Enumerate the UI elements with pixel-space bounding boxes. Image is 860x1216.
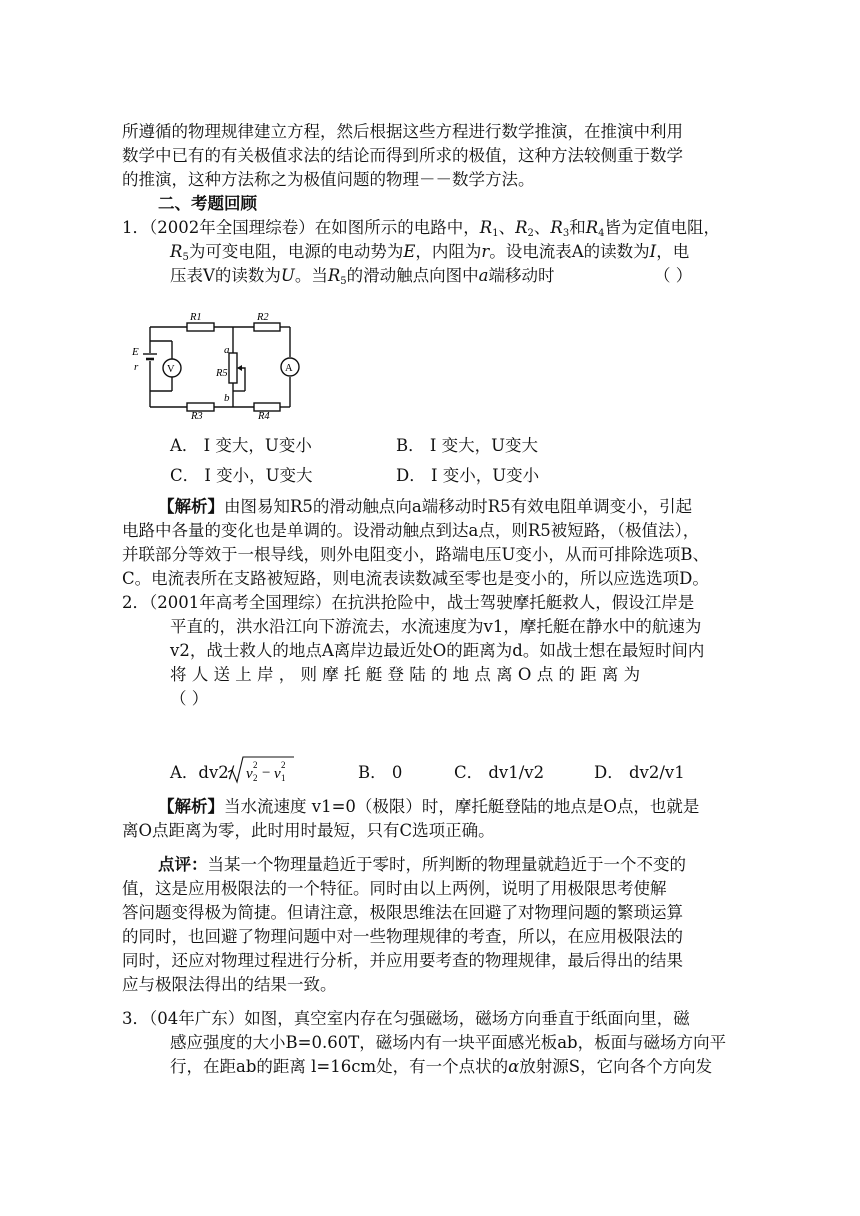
q1-analysis-line-2: 电路中各量的变化也是单调的。设滑动触点到达a点，则R5被短路，（极值法）， bbox=[122, 521, 700, 540]
q2-option-d: D． dv2/v1 bbox=[594, 763, 685, 782]
label-a: A bbox=[285, 363, 293, 374]
q1-option-b: B． I 变大，U变大 bbox=[396, 436, 539, 455]
resistor-r3 bbox=[187, 403, 214, 411]
a-symbol: a bbox=[478, 266, 489, 285]
r3-symbol: R bbox=[550, 218, 563, 237]
label-r4: R4 bbox=[258, 411, 270, 422]
internal-r-symbol: r bbox=[481, 242, 490, 261]
q1-analysis-line-4: C。电流表所在支路被短路，则电流表读数减至零也是变小的，所以应选选项D。 bbox=[122, 569, 709, 588]
r1-sub: 1 bbox=[492, 228, 499, 239]
label-r2: R2 bbox=[257, 312, 269, 323]
alpha-symbol: α bbox=[508, 1057, 520, 1076]
svg-text:v: v bbox=[246, 766, 253, 782]
label-a-end: a bbox=[224, 344, 230, 356]
q3-number: 3． bbox=[122, 1009, 149, 1028]
r2-symbol: R bbox=[515, 218, 528, 237]
sqrt-expression bbox=[226, 754, 296, 786]
comment-line-6: 应与极限法得出的结果一致。 bbox=[122, 975, 337, 994]
svg-text:1: 1 bbox=[281, 773, 286, 783]
intro-line-1: 所遵循的物理规律建立方程，然后根据这些方程进行数学推演，在推演中利用 bbox=[122, 122, 683, 141]
q1-option-a: A． I 变大，U变小 bbox=[170, 436, 312, 455]
intro-line-2: 数学中已有的有关极值求法的结论而得到所求的极值，这种方法较侧重于数学 bbox=[122, 146, 683, 165]
q2-option-a bbox=[170, 763, 234, 783]
comment-label: 点评： bbox=[158, 855, 208, 874]
resistor-r5 bbox=[229, 353, 237, 383]
r5-symbol: R bbox=[170, 242, 183, 261]
q1-text: ，电 bbox=[656, 242, 690, 261]
intro-line-3: 的推演，这种方法称之为极值问题的物理－－数学方法。 bbox=[122, 170, 535, 189]
q1-line-2 bbox=[170, 242, 689, 268]
sep: 、 bbox=[498, 218, 516, 237]
svg-text:−: − bbox=[262, 765, 271, 781]
svg-text:2: 2 bbox=[253, 773, 258, 783]
analysis-label: 【解析】 bbox=[158, 797, 224, 816]
q2-number: 2． bbox=[122, 593, 149, 612]
q1-text: 端移动时 bbox=[488, 266, 555, 285]
q1-text: 皆为定值电阻， bbox=[604, 218, 720, 237]
and-word: 和 bbox=[569, 218, 586, 237]
q2-line-5: （ ） bbox=[170, 689, 209, 708]
q1-line-3 bbox=[170, 266, 554, 292]
q1-line-1 bbox=[122, 218, 720, 244]
label-v: V bbox=[167, 364, 175, 375]
q3-line-2: 感应强度的大小B=0.60T，磁场内有一块平面感光板ab，板面与磁场方向平 bbox=[170, 1033, 727, 1052]
comment-text: 当某一个物理量趋近于零时，所判断的物理量就趋近于一个不变的 bbox=[207, 855, 686, 874]
q3-line-3 bbox=[170, 1057, 712, 1077]
q1-analysis-line-1 bbox=[158, 497, 692, 517]
q2-option-a-prefix: A．dv2/ bbox=[170, 763, 235, 782]
comment-line-2: 值，这是应用极限法的一个特征。同时由以上两例，说明了用极限思考使解 bbox=[122, 879, 667, 898]
q3-text: 放射源S，它向各个方向发 bbox=[519, 1057, 713, 1076]
comment-line-4: 的同时，也回避了物理问题中对一些物理规律的考查，所以，在应用极限法的 bbox=[122, 927, 683, 946]
q2-analysis-line-2: 离O点距离为零，此时用时最短，只有C选项正确。 bbox=[122, 821, 495, 840]
resistor-r4 bbox=[254, 403, 280, 411]
q1-source: （2002年全国理综卷） bbox=[149, 218, 315, 237]
svg-text:2: 2 bbox=[253, 760, 258, 770]
q1-text: 。设电流表A的读数为 bbox=[489, 242, 650, 261]
r5-symbol: R bbox=[327, 266, 341, 285]
label-e: E bbox=[132, 346, 139, 358]
r4-symbol: R bbox=[585, 218, 599, 237]
label-b-end: b bbox=[224, 392, 230, 404]
resistor-r2 bbox=[254, 323, 280, 331]
comment-line-5: 同时，还应对物理过程进行分析，并应用要考查的物理规律，最后得出的结果 bbox=[122, 951, 683, 970]
emf-symbol: E bbox=[403, 242, 416, 261]
q1-number: 1． bbox=[122, 218, 149, 237]
label-r5: R5 bbox=[216, 368, 228, 379]
q1-text: 的滑动触点向图中 bbox=[346, 266, 479, 285]
analysis-text: 由图易知R5的滑动触点向a端移动时R5有效电阻单调变小，引起 bbox=[224, 497, 693, 516]
q1-text: ，内阻为 bbox=[415, 242, 482, 261]
circuit-diagram bbox=[130, 303, 308, 422]
q2-text: （2001年高考全国理综）在抗洪抢险中，战士驾驶摩托艇救人，假设江岸是 bbox=[149, 593, 695, 612]
resistor-r1 bbox=[187, 323, 214, 331]
q1-option-d: D． I 变小，U变小 bbox=[396, 466, 540, 485]
r4-sub: 4 bbox=[598, 228, 605, 239]
current-symbol: I bbox=[649, 242, 657, 261]
q1-analysis-line-3: 并联部分等效于一根导线，则外电阻变小，路端电压U变小，从而可排除选项B、 bbox=[122, 545, 710, 564]
label-r: r bbox=[134, 361, 139, 373]
q3-text: （04年广东）如图，真空室内存在匀强磁场，磁场方向垂直于纸面向里，磁 bbox=[149, 1009, 690, 1028]
q2-line-4: 将 人 送 上 岸 ， 则 摩 托 艇 登 陆 的 地 点 离 O 点 的 距 离 为 bbox=[170, 665, 641, 684]
label-r3: R3 bbox=[191, 411, 203, 422]
voltage-symbol: U bbox=[280, 266, 295, 285]
label-r1: R1 bbox=[190, 312, 202, 323]
q1-text: 为可变电阻，电源的电动势为 bbox=[188, 242, 404, 261]
r5-sub: 5 bbox=[182, 252, 189, 263]
analysis-label: 【解析】 bbox=[158, 497, 224, 516]
sep: 、 bbox=[533, 218, 551, 237]
section-heading: 二、考题回顾 bbox=[158, 194, 257, 213]
q2-option-b: B． 0 bbox=[358, 763, 403, 782]
q3-text: 行，在距ab的距离 l=16cm处，有一个点状的 bbox=[170, 1057, 509, 1076]
q2-line-3: v2，战士救人的地点A离岸边最近处O的距离为d。如战士想在最短时间内 bbox=[170, 641, 705, 660]
q2-option-c: C． dv1/v2 bbox=[454, 763, 545, 782]
q1-answer-blank: （ ） bbox=[654, 266, 693, 285]
svg-text:v: v bbox=[274, 766, 281, 782]
q2-line-2: 平直的，洪水沿江向下游流去，水流速度为v1，摩托艇在静水中的航速为 bbox=[170, 617, 702, 636]
r1-symbol: R bbox=[479, 218, 493, 237]
r5-sub: 5 bbox=[340, 276, 347, 287]
comment-line-1 bbox=[158, 855, 686, 875]
q1-text: 压表V的读数为 bbox=[170, 266, 281, 285]
q1-text: 。当 bbox=[294, 266, 328, 285]
q2-line-1 bbox=[122, 593, 694, 613]
q2-analysis-line-1 bbox=[158, 797, 699, 817]
q1-text: 在如图所示的电路中， bbox=[314, 218, 480, 237]
r2-sub: 2 bbox=[527, 228, 534, 239]
r3-sub: 3 bbox=[562, 228, 570, 239]
svg-text:2: 2 bbox=[281, 760, 286, 770]
q3-line-1 bbox=[122, 1009, 690, 1029]
q1-option-c: C． I 变小，U变大 bbox=[170, 466, 313, 485]
analysis-text: 当水流速度 v1=0（极限）时，摩托艇登陆的地点是O点，也就是 bbox=[224, 797, 700, 816]
comment-line-3: 答问题变得极为简捷。但请注意，极限思维法在回避了对物理问题的繁琐运算 bbox=[122, 903, 683, 922]
